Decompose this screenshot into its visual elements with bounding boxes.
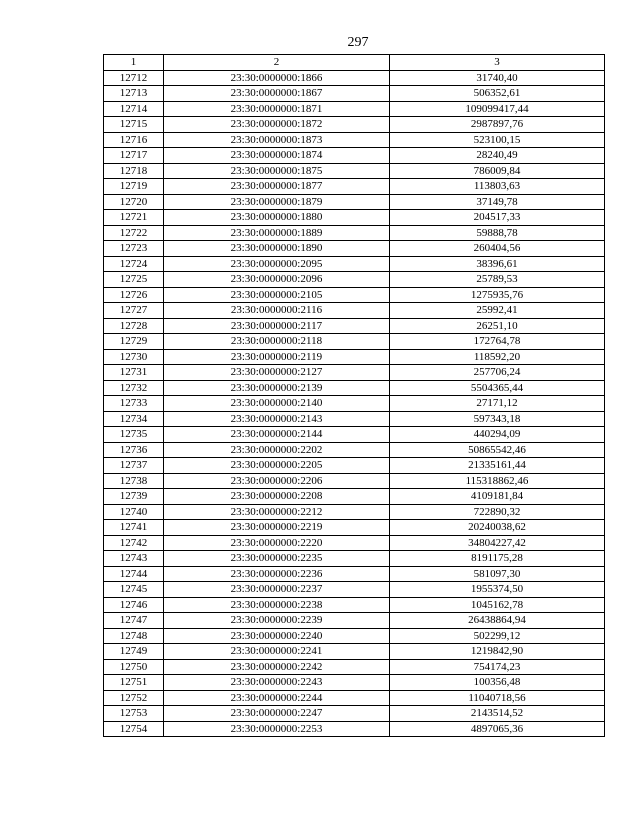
table-row <box>104 551 605 567</box>
row-number-cell: 12745 <box>104 582 164 598</box>
table-header <box>104 55 605 71</box>
row-number-cell: 12732 <box>104 380 164 396</box>
cadastral-number-cell: 23:30:0000000:1880 <box>164 210 390 226</box>
table-row <box>104 365 605 381</box>
table-row <box>104 427 605 443</box>
value-cell: 109099417,44 <box>390 101 605 117</box>
table-row <box>104 241 605 257</box>
value-cell: 21335161,44 <box>390 458 605 474</box>
value-cell: 115318862,46 <box>390 473 605 489</box>
value-cell: 11040718,56 <box>390 690 605 706</box>
cadastral-number-cell: 23:30:0000000:2096 <box>164 272 390 288</box>
table-row <box>104 303 605 319</box>
table-row <box>104 613 605 629</box>
row-number-cell: 12719 <box>104 179 164 195</box>
cadastral-number-cell: 23:30:0000000:1890 <box>164 241 390 257</box>
cadastral-number-cell: 23:30:0000000:2247 <box>164 706 390 722</box>
table-row <box>104 675 605 691</box>
row-number-cell: 12712 <box>104 70 164 86</box>
value-cell: 59888,78 <box>390 225 605 241</box>
row-number-cell: 12739 <box>104 489 164 505</box>
row-number-cell: 12744 <box>104 566 164 582</box>
cadastral-number-cell: 23:30:0000000:2116 <box>164 303 390 319</box>
row-number-cell: 12720 <box>104 194 164 210</box>
value-cell: 5504365,44 <box>390 380 605 396</box>
row-number-cell: 12717 <box>104 148 164 164</box>
table-row <box>104 210 605 226</box>
table-row <box>104 334 605 350</box>
table-row <box>104 396 605 412</box>
row-number-cell: 12735 <box>104 427 164 443</box>
row-number-cell: 12723 <box>104 241 164 257</box>
table-row <box>104 644 605 660</box>
cadastral-number-cell: 23:30:0000000:1866 <box>164 70 390 86</box>
table-row <box>104 101 605 117</box>
row-number-cell: 12743 <box>104 551 164 567</box>
cadastral-number-cell: 23:30:0000000:2241 <box>164 644 390 660</box>
table-row <box>104 132 605 148</box>
cadastral-number-cell: 23:30:0000000:1877 <box>164 179 390 195</box>
cadastral-number-cell: 23:30:0000000:1873 <box>164 132 390 148</box>
row-number-cell: 12733 <box>104 396 164 412</box>
cadastral-number-cell: 23:30:0000000:2219 <box>164 520 390 536</box>
table-row <box>104 628 605 644</box>
table-row <box>104 225 605 241</box>
cadastral-number-cell: 23:30:0000000:2206 <box>164 473 390 489</box>
value-cell: 257706,24 <box>390 365 605 381</box>
table-row <box>104 411 605 427</box>
value-cell: 50865542,46 <box>390 442 605 458</box>
row-number-cell: 12754 <box>104 721 164 737</box>
value-cell: 20240038,62 <box>390 520 605 536</box>
cadastral-number-cell: 23:30:0000000:2143 <box>164 411 390 427</box>
cadastral-number-cell: 23:30:0000000:1879 <box>164 194 390 210</box>
cadastral-number-cell: 23:30:0000000:2239 <box>164 613 390 629</box>
value-cell: 26251,10 <box>390 318 605 334</box>
cadastral-number-cell: 23:30:0000000:2242 <box>164 659 390 675</box>
table-row <box>104 179 605 195</box>
cadastral-number-cell: 23:30:0000000:2117 <box>164 318 390 334</box>
table-row <box>104 256 605 272</box>
row-number-cell: 12731 <box>104 365 164 381</box>
value-cell: 1045162,78 <box>390 597 605 613</box>
value-cell: 597343,18 <box>390 411 605 427</box>
value-cell: 37149,78 <box>390 194 605 210</box>
table-row <box>104 489 605 505</box>
cadastral-number-cell: 23:30:0000000:2244 <box>164 690 390 706</box>
value-cell: 28240,49 <box>390 148 605 164</box>
value-cell: 506352,61 <box>390 86 605 102</box>
row-number-cell: 12753 <box>104 706 164 722</box>
cadastral-number-cell: 23:30:0000000:1889 <box>164 225 390 241</box>
cadastral-number-cell: 23:30:0000000:2236 <box>164 566 390 582</box>
table-body <box>104 70 605 737</box>
cadastral-number-cell: 23:30:0000000:1875 <box>164 163 390 179</box>
row-number-cell: 12726 <box>104 287 164 303</box>
table-row <box>104 659 605 675</box>
value-cell: 1275935,76 <box>390 287 605 303</box>
table-row <box>104 287 605 303</box>
value-cell: 38396,61 <box>390 256 605 272</box>
table-row <box>104 380 605 396</box>
row-number-cell: 12724 <box>104 256 164 272</box>
table-row <box>104 520 605 536</box>
row-number-cell: 12737 <box>104 458 164 474</box>
row-number-cell: 12729 <box>104 334 164 350</box>
value-cell: 523100,15 <box>390 132 605 148</box>
cadastral-number-cell: 23:30:0000000:2235 <box>164 551 390 567</box>
cadastral-number-cell: 23:30:0000000:1871 <box>164 101 390 117</box>
cadastral-number-cell: 23:30:0000000:2205 <box>164 458 390 474</box>
row-number-cell: 12749 <box>104 644 164 660</box>
value-cell: 754174,23 <box>390 659 605 675</box>
cadastral-number-cell: 23:30:0000000:2237 <box>164 582 390 598</box>
row-number-cell: 12721 <box>104 210 164 226</box>
value-cell: 25992,41 <box>390 303 605 319</box>
cadastral-number-cell: 23:30:0000000:2095 <box>164 256 390 272</box>
column-header-3: 3 <box>390 55 605 71</box>
value-cell: 113803,63 <box>390 179 605 195</box>
row-number-cell: 12740 <box>104 504 164 520</box>
table-row <box>104 721 605 737</box>
table-row <box>104 535 605 551</box>
value-cell: 25789,53 <box>390 272 605 288</box>
value-cell: 100356,48 <box>390 675 605 691</box>
value-cell: 34804227,42 <box>390 535 605 551</box>
cadastral-number-cell: 23:30:0000000:2238 <box>164 597 390 613</box>
cadastral-number-cell: 23:30:0000000:2139 <box>164 380 390 396</box>
cadastral-number-cell: 23:30:0000000:2140 <box>164 396 390 412</box>
cadastral-number-cell: 23:30:0000000:2119 <box>164 349 390 365</box>
table-row <box>104 70 605 86</box>
row-number-cell: 12750 <box>104 659 164 675</box>
cadastral-number-cell: 23:30:0000000:2144 <box>164 427 390 443</box>
cadastral-number-cell: 23:30:0000000:2127 <box>164 365 390 381</box>
value-cell: 31740,40 <box>390 70 605 86</box>
table-row <box>104 458 605 474</box>
header-row <box>104 55 605 71</box>
value-cell: 440294,09 <box>390 427 605 443</box>
table-row <box>104 597 605 613</box>
table-row <box>104 504 605 520</box>
cadastral-number-cell: 23:30:0000000:2105 <box>164 287 390 303</box>
value-cell: 786009,84 <box>390 163 605 179</box>
table-row <box>104 473 605 489</box>
cadastral-number-cell: 23:30:0000000:2118 <box>164 334 390 350</box>
cadastral-number-cell: 23:30:0000000:1872 <box>164 117 390 133</box>
row-number-cell: 12715 <box>104 117 164 133</box>
cadastral-number-cell: 23:30:0000000:2202 <box>164 442 390 458</box>
row-number-cell: 12722 <box>104 225 164 241</box>
value-cell: 2987897,76 <box>390 117 605 133</box>
table-row <box>104 148 605 164</box>
value-cell: 502299,12 <box>390 628 605 644</box>
table-row <box>104 86 605 102</box>
row-number-cell: 12714 <box>104 101 164 117</box>
table-row <box>104 349 605 365</box>
row-number-cell: 12730 <box>104 349 164 365</box>
row-number-cell: 12746 <box>104 597 164 613</box>
value-cell: 27171,12 <box>390 396 605 412</box>
row-number-cell: 12718 <box>104 163 164 179</box>
value-cell: 1955374,50 <box>390 582 605 598</box>
cadastral-number-cell: 23:30:0000000:2243 <box>164 675 390 691</box>
page-number: 297 <box>347 35 369 50</box>
row-number-cell: 12741 <box>104 520 164 536</box>
cadastral-number-cell: 23:30:0000000:2220 <box>164 535 390 551</box>
cadastral-number-cell: 23:30:0000000:2240 <box>164 628 390 644</box>
table-row <box>104 194 605 210</box>
cadastral-number-cell: 23:30:0000000:2212 <box>164 504 390 520</box>
value-cell: 4897065,36 <box>390 721 605 737</box>
table-row <box>104 566 605 582</box>
table-row <box>104 442 605 458</box>
row-number-cell: 12738 <box>104 473 164 489</box>
row-number-cell: 12727 <box>104 303 164 319</box>
table-row <box>104 272 605 288</box>
row-number-cell: 12742 <box>104 535 164 551</box>
row-number-cell: 12716 <box>104 132 164 148</box>
table-row <box>104 318 605 334</box>
value-cell: 581097,30 <box>390 566 605 582</box>
value-cell: 118592,20 <box>390 349 605 365</box>
value-cell: 1219842,90 <box>390 644 605 660</box>
table-row <box>104 690 605 706</box>
value-cell: 204517,33 <box>390 210 605 226</box>
column-header-1: 1 <box>104 55 164 71</box>
table-row <box>104 163 605 179</box>
value-cell: 26438864,94 <box>390 613 605 629</box>
value-cell: 8191175,28 <box>390 551 605 567</box>
value-cell: 172764,78 <box>390 334 605 350</box>
row-number-cell: 12751 <box>104 675 164 691</box>
table-row <box>104 117 605 133</box>
row-number-cell: 12728 <box>104 318 164 334</box>
cadastral-number-cell: 23:30:0000000:2253 <box>164 721 390 737</box>
value-cell: 2143514,52 <box>390 706 605 722</box>
row-number-cell: 12736 <box>104 442 164 458</box>
row-number-cell: 12713 <box>104 86 164 102</box>
row-number-cell: 12725 <box>104 272 164 288</box>
data-table <box>103 54 605 737</box>
table-row <box>104 706 605 722</box>
table-row <box>104 582 605 598</box>
row-number-cell: 12748 <box>104 628 164 644</box>
row-number-cell: 12752 <box>104 690 164 706</box>
column-header-2: 2 <box>164 55 390 71</box>
row-number-cell: 12734 <box>104 411 164 427</box>
value-cell: 722890,32 <box>390 504 605 520</box>
row-number-cell: 12747 <box>104 613 164 629</box>
cadastral-number-cell: 23:30:0000000:1874 <box>164 148 390 164</box>
value-cell: 260404,56 <box>390 241 605 257</box>
cadastral-number-cell: 23:30:0000000:1867 <box>164 86 390 102</box>
value-cell: 4109181,84 <box>390 489 605 505</box>
cadastral-number-cell: 23:30:0000000:2208 <box>164 489 390 505</box>
